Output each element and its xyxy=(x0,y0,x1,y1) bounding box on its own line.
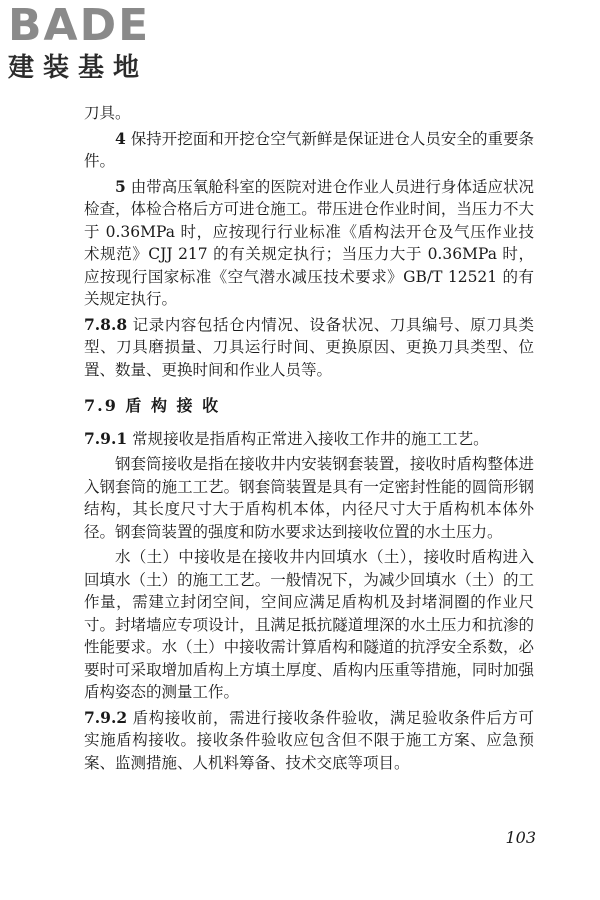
item-4 xyxy=(84,128,534,173)
clause-number: 7.9.2 xyxy=(84,707,128,727)
logo xyxy=(8,0,183,84)
page-body xyxy=(84,102,534,774)
item-text: 由带高压氧舱科室的医院对进仓作业人员进行身体适应状况检查，体检合格后方可进仓施工。带压进仓作业时间，当压力不大于 0.36MPa 时，应按现行行业标准《盾构法开仓及气压作业技术规范》CJJ 217 的有关规定执行；当压力大于 0.36MPa 时，应按现行国家标准《空气潜水减压技术要求》GB/T 12521 的有关规定执行。 xyxy=(84,177,534,308)
continuation-text: 刀具。 xyxy=(84,104,131,122)
item-5 xyxy=(84,176,534,311)
clause-text: 盾构接收前，需进行接收条件验收，满足验收条件后方可实施盾构接收。接收条件验收应包含但不限于施工方案、应急预案、监测措施、人机料筹备、技术交底等项目。 xyxy=(84,708,534,772)
clause-7-9-2 xyxy=(84,707,534,775)
item-number: 4 xyxy=(115,128,126,148)
clause-text: 记录内容包括仓内情况、设备状况、刀具编号、原刀具类型、刀具磨损量、刀具运行时间、更换原因、更换刀具类型、位置、数量、更换时间和作业人员等。 xyxy=(84,315,534,379)
clause-text: 常规接收是指盾构正常进入接收工作井的施工工艺。 xyxy=(132,429,489,448)
clause-number: 7.9.1 xyxy=(84,428,128,448)
section-title: 7.9 盾 构 接 收 xyxy=(84,396,221,415)
logo-title: BADE xyxy=(8,0,151,51)
clause-7-8-8 xyxy=(84,314,534,382)
paragraph-steel-sleeve: 钢套筒接收是指在接收井内安装钢套装置，接收时盾构整体进入钢套筒的施工工艺。钢套筒装置是具有一定密封性能的圆筒形钢结构，其长度尺寸大于盾构机本体，内径尺寸大于盾构机本体外径。钢套筒装置的强度和防水要求达到接收位置的水土压力。 xyxy=(84,455,534,541)
clause-7-9-1 xyxy=(84,428,534,451)
clause-number: 7.8.8 xyxy=(84,314,128,334)
item-text: 保持开挖面和开挖仓空气新鲜是保证进仓人员安全的重要条件。 xyxy=(84,129,534,170)
item-number: 5 xyxy=(115,176,126,196)
paragraph-water-soil: 水（土）中接收是在接收井内回填水（土），接收时盾构进入回填水（土）的施工工艺。一般情况下，为减少回填水（土）的工作量，需建立封闭空间，空间应满足盾构机及封堵洞圈的作业尺寸。封堵墙应专项设计，且满足抵抗隧道埋深的水土压力和抗渗的性能要求。水（土）中接收需计算盾构和隧道的抗浮安全系数，必要时可采取增加盾构上方填土厚度、盾构内压重等措施，同时加强盾构姿态的测量工作。 xyxy=(84,548,534,701)
page-number: 103 xyxy=(505,828,536,847)
logo-subtitle: 建装基地 xyxy=(8,53,149,83)
